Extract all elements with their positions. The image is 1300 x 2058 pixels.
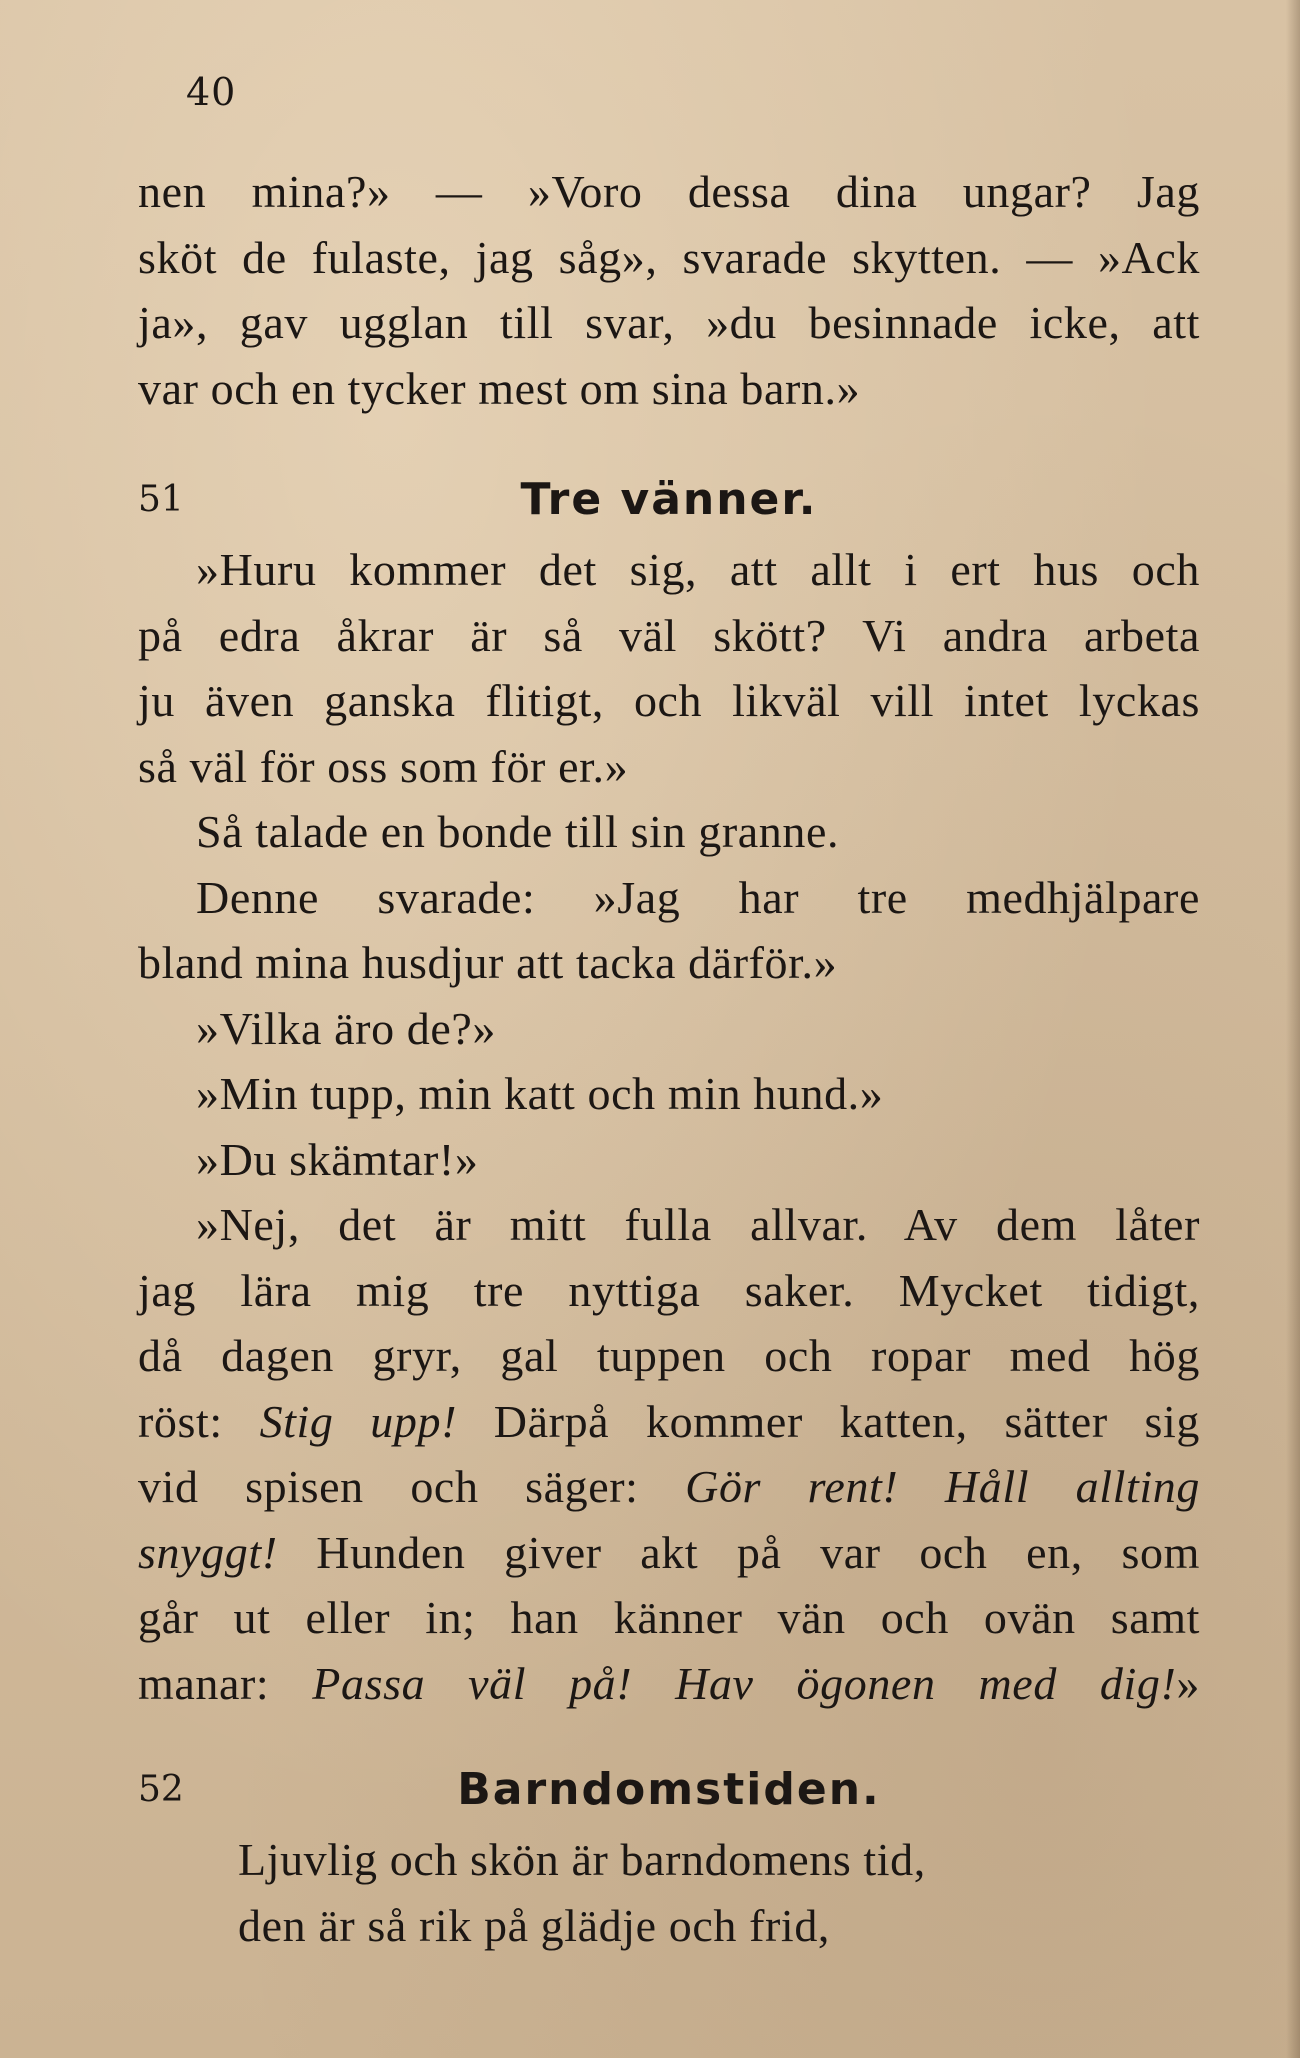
text-run: Ljuvlig och skön är barndomens tid, xyxy=(238,1834,926,1885)
text-line xyxy=(138,228,1200,288)
text-line xyxy=(138,162,1200,222)
text-run: Så talade en bonde till sin granne. xyxy=(196,806,840,857)
text-run: så väl för oss som för er.» xyxy=(138,740,629,792)
text-run: ju även ganska flitigt, och likväl vill intet lyckas xyxy=(138,675,1200,726)
section-number: 51 xyxy=(138,479,184,520)
text-run: då dagen gryr, gal tuppen och ropar med hög xyxy=(138,1330,1200,1381)
italic-text: Passa väl på! Hav ögonen med dig! xyxy=(312,1657,1177,1709)
text-run: ja», gav ugglan till svar, »du besinnade icke, att xyxy=(138,297,1200,348)
text-line xyxy=(138,1261,1200,1321)
text-run: » xyxy=(1176,1657,1200,1709)
text-run: vid spisen och säger: xyxy=(138,1461,686,1512)
section-title: Tre vänner. xyxy=(520,474,818,525)
text-line xyxy=(138,671,1200,731)
text-line xyxy=(138,359,1200,419)
text-run: »Nej, det är mitt fulla allvar. Av dem låter xyxy=(196,1199,1200,1250)
text-run: Därpå kommer katten, sätter sig xyxy=(457,1395,1200,1447)
text-line xyxy=(138,1588,1200,1648)
italic-text: Gör rent! Håll allting xyxy=(685,1461,1200,1512)
text-run: »Min tupp, min katt och min hund.» xyxy=(196,1068,884,1119)
text-run: röst: xyxy=(138,1395,260,1447)
italic-text: snyggt! xyxy=(138,1526,278,1578)
section-number: 52 xyxy=(138,1769,184,1810)
text-run: på edra åkrar är så väl skött? Vi andra arbeta xyxy=(138,609,1200,661)
text-line xyxy=(138,1457,1200,1517)
section-heading-51 xyxy=(138,468,1200,532)
text-line xyxy=(138,1654,1200,1714)
text-run: manar: xyxy=(138,1657,313,1709)
text-run: Denne svarade: »Jag har tre medhjälpare xyxy=(196,871,1200,923)
text-run: nen mina?» — »Voro dessa dina ungar? Jag xyxy=(138,166,1200,217)
section-title: Barndomstiden. xyxy=(457,1764,881,1815)
text-line xyxy=(138,1064,1200,1124)
text-run: var och en tycker mest om sina barn.» xyxy=(138,362,861,414)
text-line xyxy=(138,1195,1200,1255)
text-line xyxy=(138,1830,1200,1890)
text-line xyxy=(138,1130,1200,1190)
text-line xyxy=(138,540,1200,600)
text-run: »Huru kommer det sig, att allt i ert hus och xyxy=(196,544,1200,595)
text-run: sköt de fulaste, jag såg», svarade skytten. — »Ack xyxy=(138,231,1200,283)
text-line xyxy=(138,802,1200,862)
text-run: går ut eller in; han känner vän och ovän samt xyxy=(138,1592,1200,1643)
page-edge-shadow xyxy=(1286,0,1300,2058)
text-line xyxy=(138,1523,1200,1583)
text-run: jag lära mig tre nyttiga saker. Mycket tidigt, xyxy=(138,1264,1200,1316)
text-line xyxy=(138,1326,1200,1386)
italic-text: Stig upp! xyxy=(259,1395,458,1447)
text-line xyxy=(138,1392,1200,1452)
text-run: Hunden giver akt på var och en, som xyxy=(277,1526,1200,1578)
text-run: »Du skämtar!» xyxy=(196,1133,479,1185)
text-line xyxy=(138,999,1200,1059)
text-run: »Vilka äro de?» xyxy=(196,1002,497,1054)
text-line xyxy=(138,868,1200,928)
section-heading-52 xyxy=(138,1758,1200,1822)
text-run: bland mina husdjur att tacka därför.» xyxy=(138,937,838,988)
text-run: den är så rik på glädje och frid, xyxy=(238,1899,831,1951)
text-line xyxy=(138,606,1200,666)
text-line xyxy=(138,293,1200,353)
text-line xyxy=(138,933,1200,993)
text-line xyxy=(138,737,1200,797)
page-number: 40 xyxy=(186,70,237,114)
text-line xyxy=(138,1896,1200,1956)
